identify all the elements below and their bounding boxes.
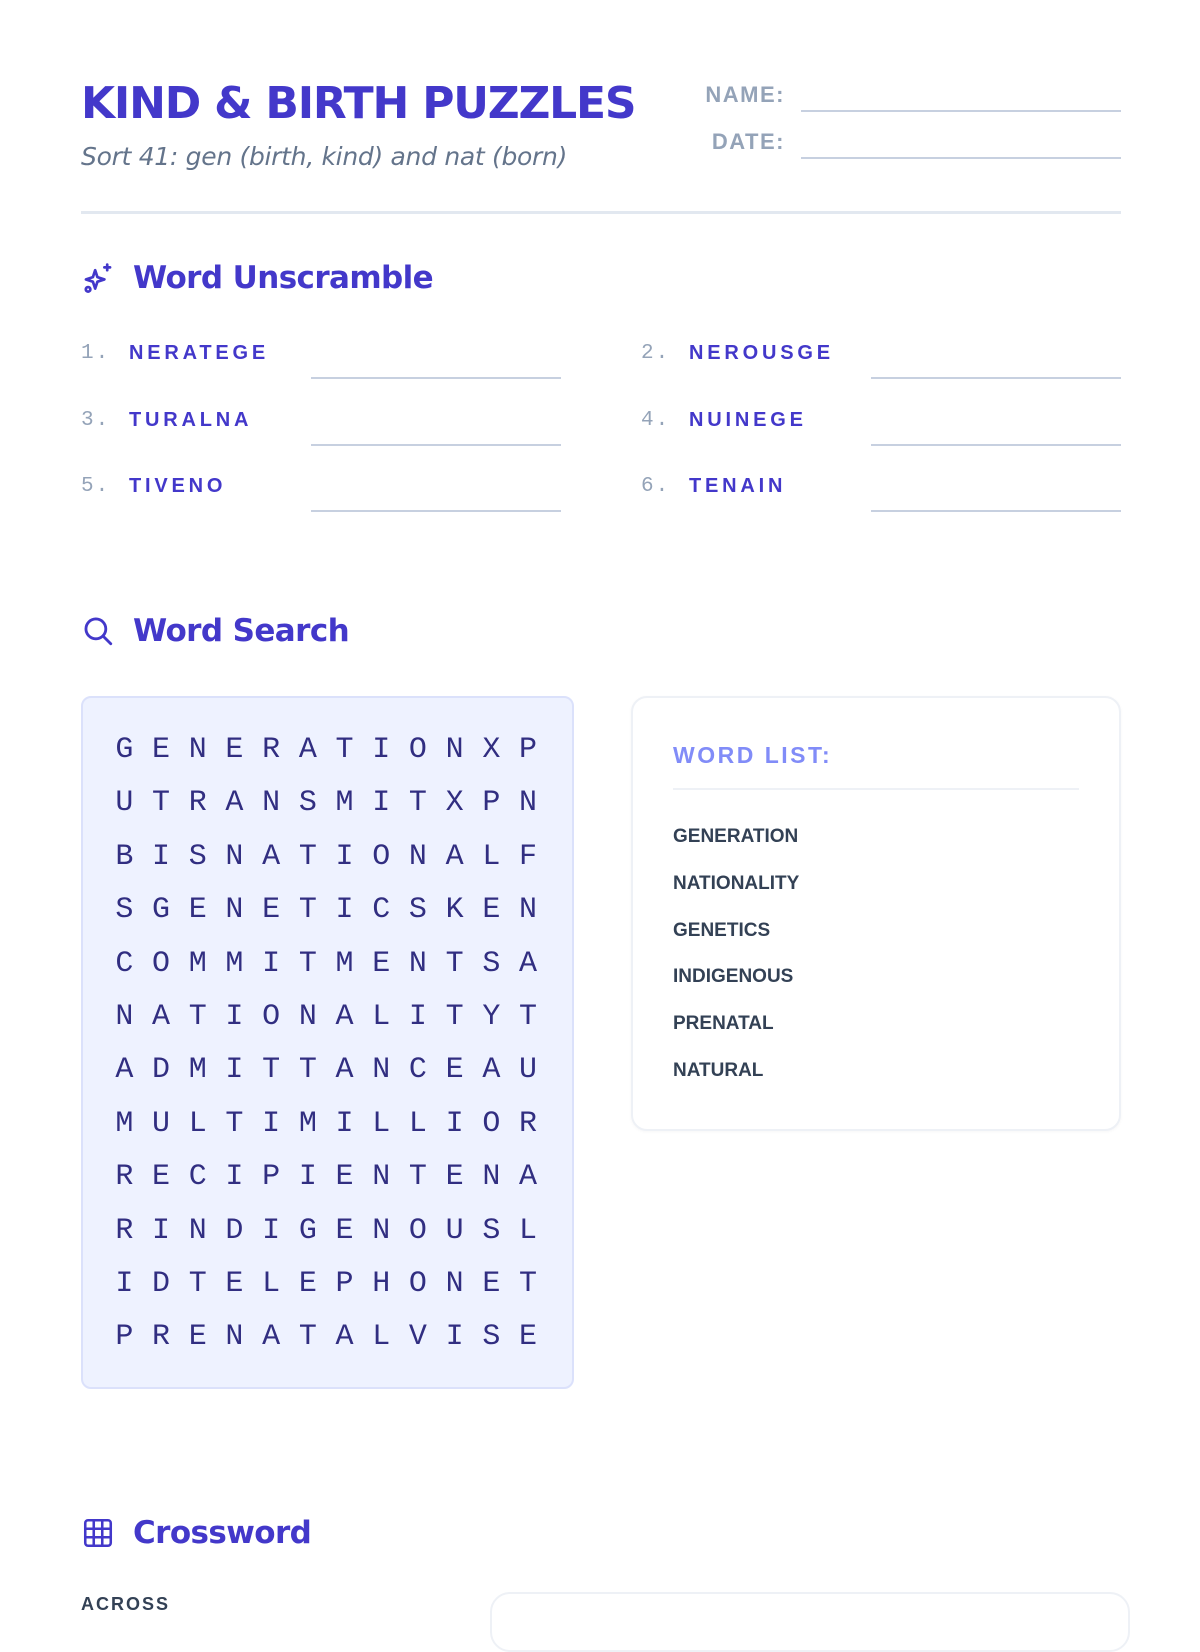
answer-line[interactable]	[871, 510, 1121, 512]
name-input-line[interactable]	[801, 110, 1121, 112]
grid-letter[interactable]: O	[408, 733, 427, 767]
grid-letter[interactable]: E	[445, 1160, 464, 1195]
grid-letter[interactable]: E	[482, 893, 501, 928]
word-list-item: PRENATAL	[673, 1013, 774, 1034]
across-clues-label: ACROSS	[81, 1594, 171, 1614]
item-number: 1.	[81, 342, 111, 365]
grid-letter[interactable]: E	[262, 893, 281, 928]
grid-letter[interactable]: T	[152, 786, 171, 821]
grid-letter[interactable]: B	[115, 839, 134, 874]
page-title: KIND & BIRTH PUZZLES	[81, 78, 636, 129]
grid-letter[interactable]: E	[298, 1267, 317, 1301]
unscramble-item	[81, 330, 561, 370]
grid-letter[interactable]: U	[152, 1106, 171, 1141]
scrambled-word: NUINEGE	[689, 409, 807, 431]
unscramble-item	[641, 330, 1121, 370]
grid-letter[interactable]: L	[519, 1213, 538, 1248]
grid-letter[interactable]: O	[408, 1267, 427, 1301]
grid-letter[interactable]: L	[262, 1267, 281, 1301]
grid-letter[interactable]: A	[335, 1053, 354, 1088]
grid-letter[interactable]: I	[335, 893, 354, 928]
grid-letter[interactable]: D	[152, 1053, 171, 1088]
grid-letter[interactable]: T	[298, 893, 317, 928]
crossword-heading	[81, 1513, 311, 1553]
item-number: 2.	[641, 342, 671, 365]
grid-letter[interactable]: D	[152, 1267, 171, 1301]
grid-letter[interactable]: O	[408, 1213, 427, 1248]
grid-letter[interactable]: R	[262, 733, 281, 767]
scrambled-word: TIVENO	[129, 475, 227, 497]
answer-line[interactable]	[311, 444, 561, 446]
grid-letter[interactable]: U	[519, 1053, 538, 1088]
grid-letter[interactable]: N	[519, 786, 538, 821]
grid-letter[interactable]: T	[298, 1053, 317, 1088]
grid-letter[interactable]: I	[335, 1106, 354, 1141]
grid-letter[interactable]: O	[262, 1000, 281, 1034]
grid-letter[interactable]: T	[262, 1053, 281, 1088]
grid-letter[interactable]: N	[262, 786, 281, 821]
scrambled-word: NEROUSGE	[689, 342, 834, 364]
word-list-divider	[673, 788, 1079, 790]
grid-letter[interactable]: I	[408, 1000, 427, 1034]
grid-letter[interactable]: A	[115, 1053, 134, 1088]
grid-letter[interactable]: F	[519, 839, 538, 874]
grid-letter[interactable]: N	[372, 1053, 391, 1088]
grid-letter[interactable]: E	[152, 1160, 171, 1195]
grid-letter[interactable]: T	[335, 733, 354, 767]
grid-letter[interactable]: P	[262, 1160, 281, 1195]
grid-letter[interactable]: O	[482, 1106, 501, 1141]
grid-letter[interactable]: I	[445, 1320, 464, 1355]
word-list-item: INDIGENOUS	[673, 966, 794, 987]
grid-icon	[81, 1516, 115, 1550]
grid-letter[interactable]: N	[445, 1267, 464, 1301]
grid-letter[interactable]: Y	[482, 1000, 501, 1034]
word-search-heading	[81, 611, 349, 651]
grid-letter[interactable]: I	[445, 1106, 464, 1141]
grid-letter[interactable]: E	[482, 1267, 501, 1301]
grid-letter[interactable]: S	[482, 1320, 501, 1355]
grid-letter[interactable]: E	[372, 946, 391, 981]
grid-letter[interactable]: T	[445, 1000, 464, 1034]
grid-letter[interactable]: I	[225, 1053, 244, 1088]
grid-letter[interactable]: O	[372, 839, 391, 874]
grid-letter[interactable]: I	[262, 946, 281, 981]
grid-letter[interactable]: A	[482, 1053, 501, 1088]
grid-letter[interactable]: G	[115, 733, 134, 767]
grid-letter[interactable]: N	[372, 1213, 391, 1248]
answer-line[interactable]	[311, 377, 561, 379]
search-icon	[81, 614, 115, 648]
grid-letter[interactable]: S	[298, 786, 317, 821]
grid-letter[interactable]: C	[188, 1160, 207, 1195]
grid-letter[interactable]: A	[445, 839, 464, 874]
grid-letter[interactable]: X	[482, 733, 501, 767]
grid-letter[interactable]: L	[408, 1106, 427, 1141]
word-list-item: GENETICS	[673, 920, 771, 941]
grid-letter[interactable]: T	[408, 1160, 427, 1195]
grid-letter[interactable]: S	[408, 893, 427, 928]
word-search-heading-text: Word Search	[133, 613, 350, 649]
grid-letter[interactable]: T	[298, 1320, 317, 1355]
unscramble-heading	[81, 258, 433, 298]
unscramble-item	[641, 463, 1121, 503]
worksheet-header	[81, 72, 1121, 212]
date-field[interactable]	[681, 119, 1121, 159]
grid-letter[interactable]: S	[482, 946, 501, 981]
grid-letter[interactable]: E	[335, 1213, 354, 1248]
grid-letter[interactable]: N	[225, 839, 244, 874]
grid-letter[interactable]: M	[335, 786, 354, 821]
grid-letter[interactable]: M	[298, 1106, 317, 1141]
grid-letter[interactable]: T	[519, 1000, 538, 1034]
grid-letter[interactable]: A	[262, 1320, 281, 1355]
grid-letter[interactable]: M	[225, 946, 244, 981]
grid-letter[interactable]: I	[225, 1000, 244, 1034]
answer-line[interactable]	[871, 377, 1121, 379]
grid-letter[interactable]: I	[152, 839, 171, 874]
unscramble-list	[81, 330, 1121, 530]
date-label: DATE:	[711, 129, 785, 154]
grid-letter[interactable]: N	[445, 733, 464, 767]
grid-letter[interactable]: I	[262, 1213, 281, 1248]
page-subtitle: Sort 41: gen (birth, kind) and nat (born)	[81, 142, 568, 171]
grid-letter[interactable]: E	[335, 1160, 354, 1195]
crossword-heading-text: Crossword	[133, 1515, 312, 1551]
word-list-title: WORD LIST:	[673, 742, 833, 768]
item-number: 3.	[81, 409, 111, 432]
grid-letter[interactable]: U	[115, 786, 134, 821]
unscramble-heading-text: Word Unscramble	[133, 260, 434, 296]
grid-letter[interactable]: I	[262, 1106, 281, 1141]
grid-letter[interactable]: M	[188, 1053, 207, 1088]
grid-letter[interactable]: A	[298, 733, 317, 767]
grid-letter[interactable]: M	[115, 1106, 134, 1141]
grid-letter[interactable]: A	[152, 1000, 171, 1034]
name-label: NAME:	[705, 82, 785, 107]
grid-letter[interactable]: R	[152, 1320, 171, 1355]
item-number: 6.	[641, 475, 671, 498]
grid-letter[interactable]: N	[372, 1160, 391, 1195]
word-list-item: NATURAL	[673, 1060, 764, 1081]
grid-letter[interactable]: R	[519, 1106, 538, 1141]
grid-letter[interactable]: T	[188, 1000, 207, 1034]
grid-letter[interactable]: U	[445, 1213, 464, 1248]
header-divider	[81, 211, 1121, 214]
grid-letter[interactable]: T	[298, 839, 317, 874]
grid-letter[interactable]: C	[372, 893, 391, 928]
grid-letter[interactable]: E	[445, 1053, 464, 1088]
grid-letter[interactable]: E	[225, 1267, 244, 1301]
word-search-grid	[81, 696, 574, 1389]
grid-letter[interactable]: N	[188, 733, 207, 767]
grid-letter[interactable]: R	[115, 1213, 134, 1248]
grid-letter[interactable]: T	[188, 1267, 207, 1301]
grid-letter[interactable]: O	[152, 946, 171, 981]
grid-letter[interactable]: I	[372, 786, 391, 821]
sparkles-icon	[81, 261, 115, 295]
grid-letter[interactable]: L	[188, 1106, 207, 1141]
grid-letter[interactable]: G	[298, 1213, 317, 1248]
grid-letter[interactable]: E	[519, 1320, 538, 1355]
grid-letter[interactable]: N	[519, 893, 538, 928]
grid-letter[interactable]: I	[115, 1267, 134, 1301]
grid-letter[interactable]: A	[225, 786, 244, 821]
grid-letter[interactable]: I	[335, 839, 354, 874]
grid-letter[interactable]: N	[298, 1000, 317, 1034]
grid-letter[interactable]: V	[408, 1320, 427, 1355]
grid-letter[interactable]: T	[408, 786, 427, 821]
grid-letter[interactable]: I	[152, 1213, 171, 1248]
word-list-item: NATIONALITY	[673, 873, 800, 894]
grid-letter[interactable]: E	[225, 733, 244, 767]
grid-letter[interactable]: E	[188, 1320, 207, 1355]
grid-letter[interactable]: N	[115, 1000, 134, 1034]
grid-letter[interactable]: E	[152, 733, 171, 767]
unscramble-item	[641, 397, 1121, 437]
grid-letter[interactable]: R	[115, 1160, 134, 1195]
grid-letter[interactable]: C	[115, 946, 134, 981]
grid-letter[interactable]: P	[335, 1267, 354, 1301]
grid-letter[interactable]: S	[482, 1213, 501, 1248]
grid-letter[interactable]: N	[225, 1320, 244, 1355]
grid-letter[interactable]: S	[188, 839, 207, 874]
grid-letter[interactable]: M	[335, 946, 354, 981]
grid-letter[interactable]: I	[298, 1160, 317, 1195]
grid-letter[interactable]: X	[445, 786, 464, 821]
word-list-item: GENERATION	[673, 826, 799, 847]
item-number: 4.	[641, 409, 671, 432]
grid-letter[interactable]: N	[408, 839, 427, 874]
grid-letter[interactable]: E	[188, 893, 207, 928]
grid-letter[interactable]: C	[408, 1053, 427, 1088]
grid-letter[interactable]: P	[482, 786, 501, 821]
date-input-line[interactable]	[801, 157, 1121, 159]
grid-letter[interactable]: I	[225, 1160, 244, 1195]
crossword-grid-panel	[490, 1592, 1130, 1652]
answer-line[interactable]	[871, 444, 1121, 446]
unscramble-item	[81, 463, 561, 503]
worksheet-page	[81, 0, 1121, 1614]
grid-letter[interactable]: L	[482, 839, 501, 874]
word-list-card	[631, 696, 1121, 1131]
grid-letter[interactable]: D	[225, 1213, 244, 1248]
grid-letter[interactable]: A	[262, 839, 281, 874]
grid-letter[interactable]: N	[225, 893, 244, 928]
grid-letter[interactable]: A	[519, 946, 538, 981]
unscramble-item	[81, 397, 561, 437]
grid-letter[interactable]: A	[335, 1320, 354, 1355]
item-number: 5.	[81, 475, 111, 498]
grid-letter[interactable]: R	[188, 786, 207, 821]
grid-letter[interactable]: A	[335, 1000, 354, 1034]
grid-letter[interactable]: T	[445, 946, 464, 981]
grid-letter[interactable]: K	[445, 893, 464, 928]
grid-letter[interactable]: T	[519, 1267, 538, 1301]
grid-letter[interactable]: M	[188, 946, 207, 981]
grid-letter[interactable]: L	[372, 1000, 391, 1034]
grid-letter[interactable]: S	[115, 893, 134, 928]
scrambled-word: TENAIN	[689, 475, 787, 497]
grid-letter[interactable]: L	[372, 1106, 391, 1141]
grid-letter[interactable]: N	[188, 1213, 207, 1248]
grid-letter[interactable]: H	[372, 1267, 391, 1301]
grid-letter[interactable]: I	[372, 733, 391, 767]
scrambled-word: TURALNA	[129, 409, 253, 431]
grid-letter[interactable]: P	[519, 733, 538, 767]
scrambled-word: NERATEGE	[129, 342, 270, 364]
answer-line[interactable]	[311, 510, 561, 512]
grid-letter[interactable]: T	[298, 946, 317, 981]
grid-letter[interactable]: L	[372, 1320, 391, 1355]
grid-letter[interactable]: T	[225, 1106, 244, 1141]
grid-letter[interactable]: A	[519, 1160, 538, 1195]
grid-letter[interactable]: G	[152, 893, 171, 928]
name-field[interactable]	[681, 72, 1121, 112]
grid-letter[interactable]: N	[408, 946, 427, 981]
grid-letter[interactable]: N	[482, 1160, 501, 1195]
grid-letter[interactable]: P	[115, 1320, 134, 1355]
